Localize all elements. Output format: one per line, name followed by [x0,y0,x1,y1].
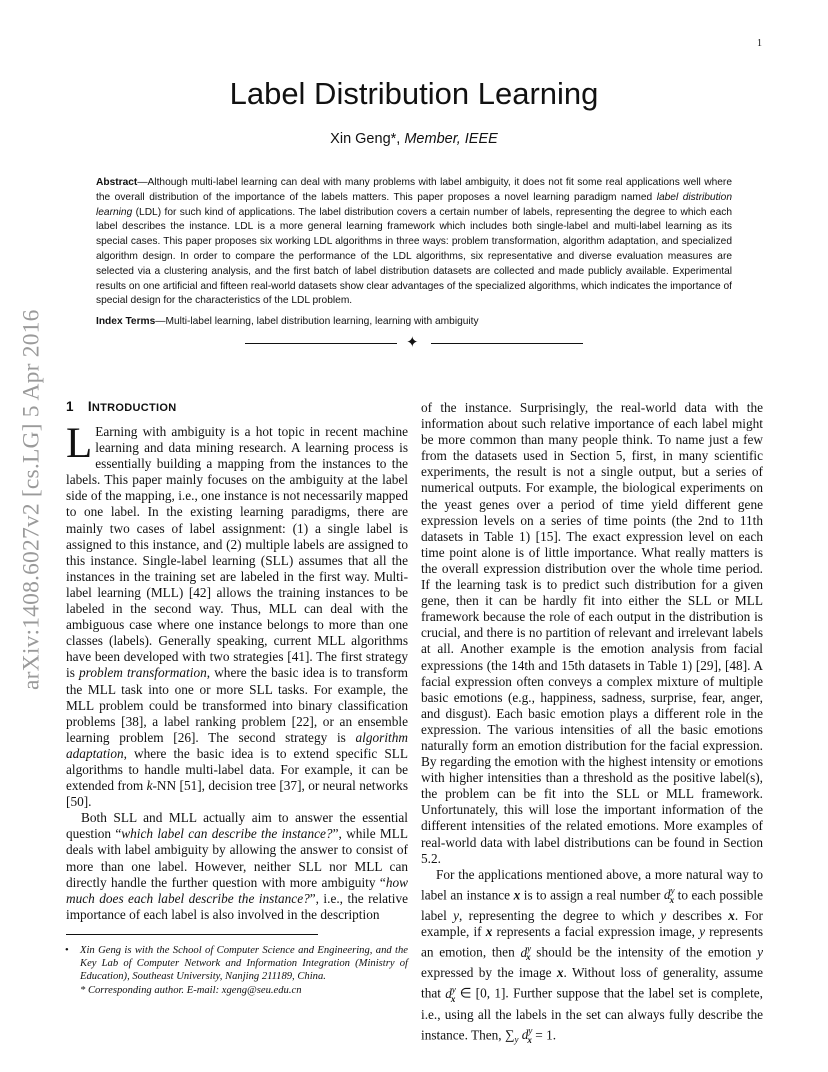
author-role: Member, IEEE [404,131,498,147]
emphasis: problem transformation [79,665,207,681]
footnote-corresponding: * Corresponding author. E-mail: xgeng@seu.edu.cn [80,984,302,996]
math-symbol: y [527,943,532,954]
math-symbol: d [445,985,452,1001]
math-symbol: y [670,885,675,896]
text: , where the basic idea is to extend specific SLL algorithms to handle multi-label data. For example, it can be extended from [66,745,408,794]
text: represents a facial expression image, [492,924,700,940]
text: ], or neural networks [ [66,778,408,810]
math-symbol: x [485,924,493,940]
citation-link[interactable]: 41 [291,649,305,665]
text: ]. [83,794,92,810]
math-symbol: x [526,952,531,963]
index-terms-text: —Multi-label learning, label distribution learning, learning with ambiguity [155,316,479,327]
author-line [0,131,828,147]
math-symbol: y [699,924,705,940]
text: ]. A facial expression often conveys a complex mixture of multiple basic emotions (e.g., happiness, sadness, surprise, fear, anger, and disgust). Each basic emotion plays a different role in the expression. The various intensities of all the basic emotions naturally form an emotion distribution for the facial expression. By regarding the emotion with the highest intensity or emotions with higher intensities than a threshold as the positive label(s), the problem can be fit into the SLL or MLL framework. Unfortunately, this will lose the important information of the different intensities of the related emotions. More examples of real-world data with label distributions can be found in Section [421,657,763,850]
math-symbol: y [451,984,456,995]
text: of the instance. Surprisingly, the real-world data with the information about such relative importance of each label might be more common than many people think. To name just a few from the datasets used in Section [421,400,763,464]
math-expression [445,984,456,1004]
page-number: 1 [757,38,762,49]
paragraph [66,810,408,923]
text: to each possible label [421,887,763,923]
citation-link[interactable]: 50 [70,794,84,810]
footnote-body [80,944,408,997]
text: For the applications mentioned above, a more natural way to label an instance [421,866,763,903]
index-terms [96,315,732,329]
math-symbol: y [514,1034,519,1045]
citation-link[interactable]: 22 [296,713,310,729]
separator-rule-right [431,343,583,344]
math-symbol: y [757,944,763,960]
text: = 1. [531,1027,557,1043]
math-symbol: y [528,1025,533,1036]
math-symbol: x [527,1034,532,1045]
text: ”, i.e., the relative importance of each label is also involved in the description [66,890,408,922]
paper-title: Label Distribution Learning [229,76,599,111]
citation-link[interactable]: 51 [183,778,198,794]
text: Earning with ambiguity is a hot topic in recent machine learning and data mining research. A learning process is essentially building a mapping from the instances to the labels. This paper mainly focuses on the ambiguity at the label side of the mapping, i.e., one instance is not necessarily mapped to one label. In the existing learning paradigms, there are mainly two cases of label assignment: (1) a single label is assigned to this instance, and (2) multiple labels are assigned to this instance. Single-label learning (SLL) assumes that all the instances in the training set are labeled in the first way. Multi-label learning (MLL) [ [66,424,408,600]
paragraph [66,420,409,810]
text: ”, while MLL deals with label ambiguity by allowing the answer to consist of more than one label. However, neither SLL nor MLL can directly handle the further question with more ambiguity “ [66,826,408,890]
separator-diamond-icon: ✦ [406,333,419,351]
citation-link[interactable]: 38 [125,713,139,729]
math-symbol: d [520,944,528,960]
author-name: Xin Geng*, [330,131,405,147]
citation-link[interactable]: 48 [729,657,743,673]
abstract-text: —Although multi-label learning can deal with many problems with label ambiguity, it does not fit some real applications well where the overall distribution of the importance of the labels matters. This paper proposes a novel learning paradigm named [96,177,732,203]
dropcap: L [66,420,93,467]
text: ], decision tree [ [197,778,284,794]
section-title-rest: NTRODUCTION [91,402,177,414]
text: , where the basic idea is to transform the MLL task into one or more SLL tasks. For example, the MLL problem could be transformed into binary classification problems [ [66,665,408,729]
text: , first, in many scientific experiments, the result is not a single output, but a series of numerical outputs. For example, the biological experiments on the yeast genes over a period of time yield different gene expression levels on a series of time points (the 2nd to 11th datasets in Table [421,448,764,544]
text: ], a label ranking problem [ [138,713,297,729]
text: expressed by the image [421,965,557,981]
emphasis: which label can describe the instance? [121,826,333,842]
abstract [96,176,732,309]
left-column [66,420,409,923]
text: should be the intensity of the emotion [530,944,758,960]
right-column [421,400,763,1048]
table-link[interactable]: 1 [681,657,688,673]
section-link[interactable]: 5.2 [421,850,438,866]
text: ], or an ensemble learning problem [ [66,713,408,745]
text: ] allows the training instances to be labeled in the second way. Thus, MLL can deal with the ambiguous case where one instance belongs to more than one classes (labels). Generally speaking, current MLL algorithms have been developed with two strategies [ [66,584,408,665]
math-symbol: ∑ [504,1027,515,1043]
paragraph [421,400,763,867]
math-symbol: x [669,894,675,905]
text: Both SLL and MLL actually aim to answer the essential question “ [66,810,408,842]
footnote-rule [66,934,318,935]
text: ]. The second strategy is [190,729,356,745]
math-symbol: k [146,778,153,794]
citation-link[interactable]: 26 [177,729,191,745]
text: is to assign a real number [520,887,664,903]
table-link[interactable]: 1 [519,528,526,544]
emphasis: how much does each label describe the instance? [66,874,408,906]
math-expression [504,1025,533,1045]
math-symbol: x [556,965,564,981]
abstract-label: Abstract [96,177,138,188]
citation-link[interactable]: 42 [193,584,207,600]
text: . Without loss of generality, assume that [421,965,763,1001]
math-symbol: y [660,907,667,923]
text: represents an emotion, then [421,924,764,960]
paragraph [421,867,763,1048]
math-expression [663,885,675,905]
abstract-text: (LDL) for such kind of applications. The label distribution covers a certain number of labels, representing the degree to which each label describes the instance. LDL is a more general learning framework which includes both single-label and multi-label learning as its special cases. This paper proposes six working LDL algorithms in three ways: problem transformation, algorithm adaptation, and specialized algorithm design. In order to compare the performance of the LDL algorithms, six representative and diverse evaluation measures are selected via a clustering analysis, and the first batch of label distribution datasets are collected and made publicly available. Experimental results on one artificial and fifteen real-world datasets show clear advantages of the specialized algorithms, which indicates the importance of special design for the characteristics of the LDL problem. [96,206,732,307]
footnote [66,944,408,997]
math-symbol: d [663,887,671,903]
separator-rule-left [245,343,397,344]
math-symbol: x [450,993,456,1004]
text: ) [ [525,528,541,544]
text: ) [ [687,657,701,673]
math-expression [520,943,532,963]
text: ∈ [0, 1]. Further suppose that the label set is complete, i.e., using all the labels in the set can always fully describe the instance. Then, [421,985,763,1043]
text: . For example, if [421,907,763,940]
text: ]. The exact expression level on each time point alone is of little importance. What really matters is the overall expression distribution over the whole time period. If the learning task is to predict such distribution for a given gene, then it can be hardly fit into either the SLL or MLL framework because the role of each output in the distribution is crucial, and there is no partition of relevant and irrelevant labels at all. Another example is the emotion analysis from facial expressions (the 14th and 15th datasets in Table [421,528,763,673]
citation-link[interactable]: 29 [700,657,714,673]
section-link[interactable]: 5 [615,448,623,464]
math-symbol: y [453,907,460,923]
citation-link[interactable]: 15 [540,528,554,544]
arxiv-stamp: arXiv:1408.6027v2 [cs.LG] 5 Apr 2016 [18,309,45,691]
math-symbol: d [521,1027,529,1043]
footnote-affiliation: Xin Geng is with the School of Computer Science and Engineering, and the Key Lab of Computer Network and Information Integration (Ministry of Education), Southeast University, Nanjing 211189, China. [80,945,408,983]
math-symbol: x [728,907,735,923]
text: ], [ [713,657,730,673]
emphasis: algorithm adaptation [66,729,408,761]
text: . [437,850,441,866]
text: ]. The first strategy is [66,649,409,681]
index-terms-label: Index Terms [96,316,156,327]
citation-link[interactable]: 37 [283,778,298,794]
text: , representing the degree to which [459,907,661,923]
section-heading [66,399,176,414]
section-title-initial: I [87,399,92,414]
section-number: 1 [66,399,74,414]
text: -NN [ [152,778,184,794]
text: describes [666,907,729,923]
abstract-term: label distribution learning [96,191,732,218]
bullet-icon: • [65,945,69,956]
math-symbol: x [513,887,521,903]
